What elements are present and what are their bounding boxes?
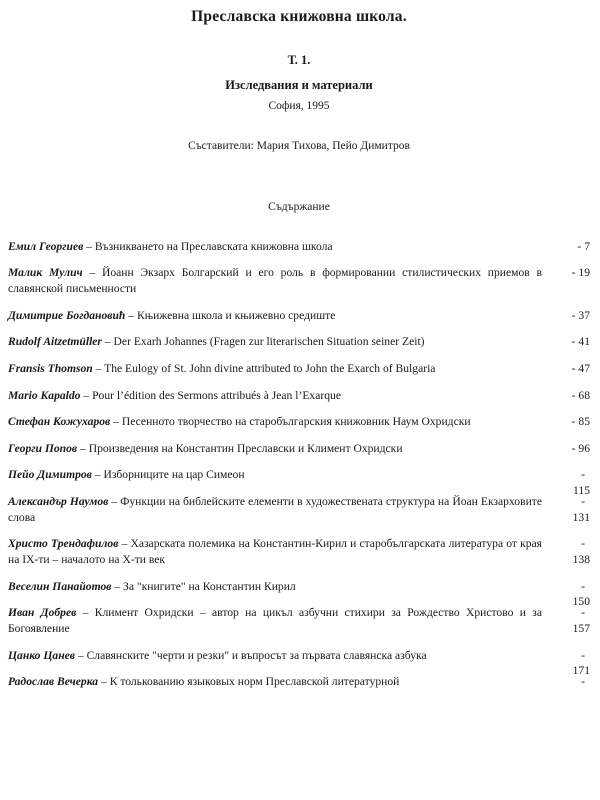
toc-entry-separator: – [92,361,105,375]
toc-entry-page-number [546,605,590,636]
page-number-dash: - [581,648,585,662]
page-number-dash: - [571,361,576,375]
page-number-value: 131 [572,510,590,524]
page-number-value: 47 [578,361,590,375]
toc-entry-page-number [546,265,590,281]
page-number-value: 41 [578,335,590,349]
toc-entry-author: Димитрие Богдановић [8,308,126,322]
page-number-value: 7 [584,239,590,253]
page-number-value: 19 [578,266,590,280]
page-number-dash: - [581,468,585,482]
toc-entry-title: Der Exarh Johannes (Fragen zur literarischen Situation seiner Zeit) [113,335,425,349]
toc-entry-title: К толькованию языковых норм Преславской литературной [109,675,400,689]
toc-entry[interactable] [8,414,590,430]
page-number-dash: - [571,388,576,402]
toc-entry-title: Произведения на Константин Преславски и Климент Охридски [88,441,403,455]
toc-entry-page-number [546,239,590,255]
page-number-value: 37 [578,308,590,322]
toc-entry-author: Цанко Цанев [8,648,75,662]
page-number-value: 96 [578,441,590,455]
volume-label: Т. 1. [287,53,311,68]
toc-entry-separator: – [111,579,124,593]
page-number-value: 85 [578,415,590,429]
toc-entry-author: Радослав Вечерка [8,675,99,689]
page-number-dash: - [571,266,576,280]
toc-entry[interactable] [8,265,590,296]
toc-entry-title: Изборниците на цар Симеон [103,468,245,482]
toc-entry[interactable] [8,388,590,404]
page-number-value: 68 [578,388,590,402]
toc-entry-separator: – [108,495,121,509]
place-and-year: София, 1995 [268,99,330,112]
toc-entry-author: Rudolf Aitzetmüller [8,335,102,349]
toc-entry-title: За "книгите" на Константин Кирил [123,579,296,593]
toc-entry-title: Pour l’édition des Sermons attribués à Jean l’Exarque [92,388,341,402]
toc-entry-page-number [546,414,590,430]
toc-entry-title: Йоанн Экзарх Болгарский и его роль в формировании стилистических приемов в славянской письменности [8,266,542,295]
toc-entry-separator: – [98,675,110,689]
page-number-dash: - [571,308,576,322]
page-number-dash: - [571,335,576,349]
toc-entry[interactable] [8,536,590,567]
page-number-dash: - [581,606,585,620]
toc-entry[interactable] [8,605,590,636]
toc-entry-author: Стефан Кожухаров [8,415,111,429]
toc-entry-page-number [546,674,590,690]
subtitle: Изследвания и материали [225,77,373,92]
toc-entry-author: Александър Наумов [8,495,109,509]
page-number-dash: - [581,495,585,509]
toc-entry-author: Георги Попов [8,441,78,455]
toc-entry[interactable] [8,441,590,457]
toc-entry-author: Fransis Thomson [8,361,93,375]
toc-entry-title: Књижевна школа и књижевно средиште [136,308,336,322]
toc-entry-page-number [546,388,590,404]
toc-entry-separator: – [82,266,102,280]
front-matter [8,0,590,114]
toc-entry[interactable] [8,308,590,324]
page-number-dash: - [581,675,585,689]
toc-entry-author: Иван Добрев [8,606,77,620]
toc-entry-author: Емил Георгиев [8,239,84,253]
page-number-value: 115 [573,484,590,498]
toc-entry[interactable] [8,674,590,690]
toc-entry[interactable] [8,648,590,678]
toc-entry-separator: – [101,335,114,349]
toc-entry-title: Хазарската полемика на Константин-Кирил и старобългарската литература от края на IX-ти – началото на X-ти век [8,537,543,567]
toc-entry-separator: – [91,468,104,482]
toc-entry-separator: – [83,239,95,253]
page-number-value: 157 [572,621,590,635]
page-number-dash: - [577,239,582,253]
toc-entry-separator: – [80,388,93,402]
toc-entry-title: Климент Охридски – автор на цикъл азбучни стихири за Рождество Христово и за Богоявление [8,606,542,635]
page-number-dash: - [581,537,585,551]
toc-entry-author: Пейо Димитров [8,468,92,482]
toc-entry-page-number [546,361,590,377]
toc-entry[interactable] [8,361,590,377]
toc-entry-title: Славянските "черти и резки" и въпросът за първата славянска азбука [86,648,427,662]
toc-entry-title: Възникването на Преславската книжовна школа [94,239,333,253]
page-number-value: 171 [572,664,590,678]
toc-entry-separator: – [74,648,87,662]
toc-entry-page-number [546,494,590,525]
toc-entry-title: The Eulogy of St. John divine attributed to John the Exarch of Bulgaria [104,361,436,375]
toc-entry-author: Малик Мулич [8,266,83,280]
toc-entry-title: Функции на библейските елементи в художествената структура на Йоан Екзарховите слова [8,495,542,524]
page-number-dash: - [571,441,576,455]
toc-entry-author: Христо Трендафилов [8,537,119,551]
toc-entry-separator: – [118,537,131,551]
toc-entry[interactable] [8,334,590,350]
page-number-dash: - [581,579,585,593]
page-number-value: 138 [572,553,590,567]
toc-entry[interactable] [8,239,590,255]
table-of-contents [8,215,590,690]
toc-entry-separator: – [125,308,137,322]
page-number-value: 150 [572,595,590,609]
toc-entry-page-number [546,441,590,457]
toc-entry-title: Песенното творчество на старобългарския книжовник Наум Охридски [121,415,471,429]
page-number-dash: - [571,415,576,429]
toc-entry[interactable] [8,467,590,498]
toc-entry-author: Mario Kapaldo [8,388,81,402]
toc-entry-page-number [546,308,590,324]
compilers-line: Съставители: Мария Тихова, Пейо Димитров [188,139,410,152]
toc-entry[interactable] [8,579,590,609]
toc-entry-separator: – [77,441,89,455]
toc-entry-separator: – [76,606,95,620]
toc-entry[interactable] [8,494,590,525]
toc-entry-separator: – [110,415,122,429]
toc-entry-page-number [546,334,590,350]
toc-entry-page-number [546,536,590,567]
page-title: Преславска книжовна школа. [191,8,407,25]
contents-heading: Съдържание [268,200,330,213]
toc-entry-author: Веселин Панайотов [8,579,112,593]
